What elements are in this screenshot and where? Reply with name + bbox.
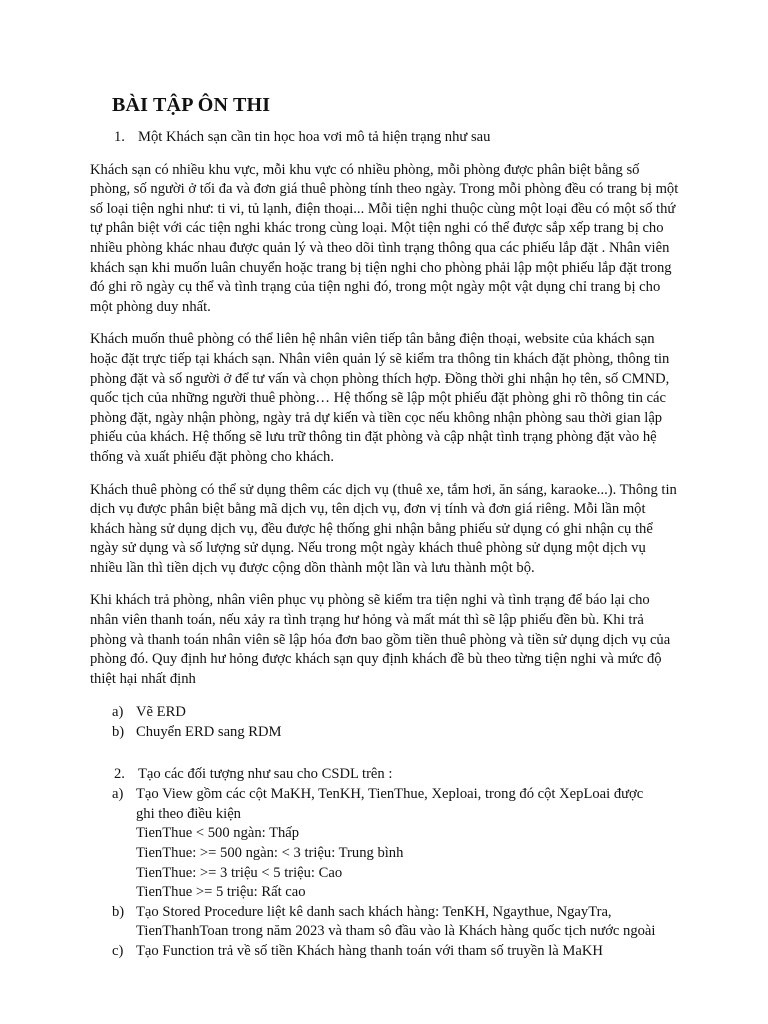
question-1-subitems: [112, 703, 680, 742]
list-item-line: TienThue: >= 3 triệu < 5 triệu: Cao: [136, 864, 343, 881]
list-item: [112, 723, 680, 743]
document-content: [90, 92, 680, 962]
list-item-body: [136, 942, 603, 962]
question-1: [114, 128, 680, 148]
list-item-marker: a): [112, 704, 124, 721]
list-item: [112, 703, 680, 723]
paragraph-room-booking: Khách muốn thuê phòng có thể liên hệ nhân viên tiếp tân bằng điện thoại, website của khách sạn hoặc đặt trực tiếp tại khách sạn. Nhân viên quản lý sẽ kiểm tra thông tin khách đặt phòng, thông tin phòng đặt và số người ở để tư vấn và chọn phòng thích hợp. Đồng thời ghi nhận họ tên, số CMND, quốc tịch của những người thuê phòng… Hệ thống sẽ lập một phiếu đặt phòng ghi rõ thông tin các phòng đặt, ngày nhận phòng, ngày trả dự kiến và tiền cọc nếu không nhận phòng sau thời gian lập phiếu của khách. Hệ thống sẽ lưu trữ thông tin đặt phòng và cập nhật tình trạng phòng đặt vào hệ thống và xuất phiếu đặt phòng cho khách.: [90, 331, 670, 465]
list-item-marker: b): [112, 903, 125, 920]
document-title: BÀI TẬP ÔN THI: [112, 94, 271, 116]
list-item-line: Tạo View gồm các cột MaKH, TenKH, TienThue, Xeploai, trong đó cột XepLoai được: [136, 786, 644, 803]
question-2: [114, 765, 680, 785]
list-item-marker: a): [112, 786, 124, 803]
list-item: [112, 903, 680, 942]
list-item-line: ghi theo điều kiện: [136, 805, 241, 822]
list-item-text: Vẽ ERD: [136, 704, 186, 721]
list-item-marker: c): [112, 942, 124, 959]
list-item: [112, 785, 680, 903]
list-item-line: Tạo Function trả về số tiền Khách hàng thanh toán với tham số truyền là MaKH: [136, 942, 603, 959]
paragraph-services: Khách thuê phòng có thể sử dụng thêm các dịch vụ (thuê xe, tắm hơi, ăn sáng, karaoke...). Thông tin dịch vụ được phân biệt bằng mã dịch vụ, tên dịch vụ, đơn vị tính và đơn giá riêng. Mỗi lần một khách hàng sử dụng dịch vụ, đều được hệ thống ghi nhận bằng phiếu sử dụng có ghi nhận cụ thể ngày sử dụng và số lượng sử dụng. Nếu trong một ngày khách thuê phòng sử dụng một dịch vụ nhiều lần thì tiền dịch vụ được cộng dồn thành một lần và lưu thành một bộ.: [90, 481, 677, 576]
paragraph-rooms-and-amenities: Khách sạn có nhiều khu vực, mỗi khu vực có nhiều phòng, mỗi phòng được phân biệt bằng số phòng, số người ở tối đa và đơn giá thuê phòng tính theo ngày. Trong mỗi phòng đều có trang bị một số loại tiện nghi như: ti vi, tủ lạnh, điện thoại... Mỗi tiện nghi thuộc cùng một loại đều có một số thứ tự phân biệt với các tiện nghi khác trong cùng loại. Một tiện nghi có thể được sắp xếp trang bị cho nhiều phòng khác nhau được quản lý và theo dõi tình trạng thông qua các phiếu lắp đặt . Nhân viên khách sạn khi muốn luân chuyển hoặc trang bị tiện nghi cho phòng phải lập một phiếu lắp đặt trong đó ghi rõ ngày cụ thể và tình trạng của tiện nghi đó, trong một ngày một vật dụng chỉ trang bị cho một phòng duy nhất.: [90, 161, 679, 315]
list-item-line: TienThue >= 5 triệu: Rất cao: [136, 884, 306, 901]
list-item-body: [136, 903, 655, 942]
list-item-body: [136, 785, 643, 903]
list-item-line: Tạo Stored Procedure liệt kê danh sach khách hàng: TenKH, Ngaythue, NgayTra,: [136, 903, 612, 920]
question-2-subitems: [112, 785, 680, 961]
question-1-number: 1.: [114, 129, 125, 145]
list-item-line: TienThue < 500 ngàn: Thấp: [136, 825, 300, 842]
list-item-line: TienThanhToan trong năm 2023 và tham sô đầu vào là Khách hàng quốc tịch nước ngoài: [136, 923, 656, 940]
question-1-text: Một Khách sạn cần tin học hoa vơi mô tả hiện trạng như sau: [138, 129, 491, 145]
list-item-marker: b): [112, 724, 125, 741]
question-2-number: 2.: [114, 765, 125, 782]
question-2-text: Tạo các đối tượng như sau cho CSDL trên :: [138, 765, 393, 782]
list-item-line: TienThue: >= 500 ngàn: < 3 triệu: Trung bình: [136, 845, 404, 861]
list-item-text: Chuyển ERD sang RDM: [136, 724, 282, 741]
list-item: [112, 942, 680, 962]
paragraph-checkout: Khi khách trả phòng, nhân viên phục vụ phòng sẽ kiểm tra tiện nghi và tình trạng để báo lại cho nhân viên thanh toán, nếu xảy ra tình trạng hư hỏng và mất mát thì sẽ lập phiếu đền bù. Khi trả phòng và thanh toán nhân viên sẽ lập hóa đơn bao gồm tiền thuê phòng và tiền sử dụng dịch vụ của phòng đó. Quy định hư hỏng được khách sạn quy định khách đề bù theo từng tiện nghi và mức độ thiệt hại nhất định: [90, 592, 671, 687]
